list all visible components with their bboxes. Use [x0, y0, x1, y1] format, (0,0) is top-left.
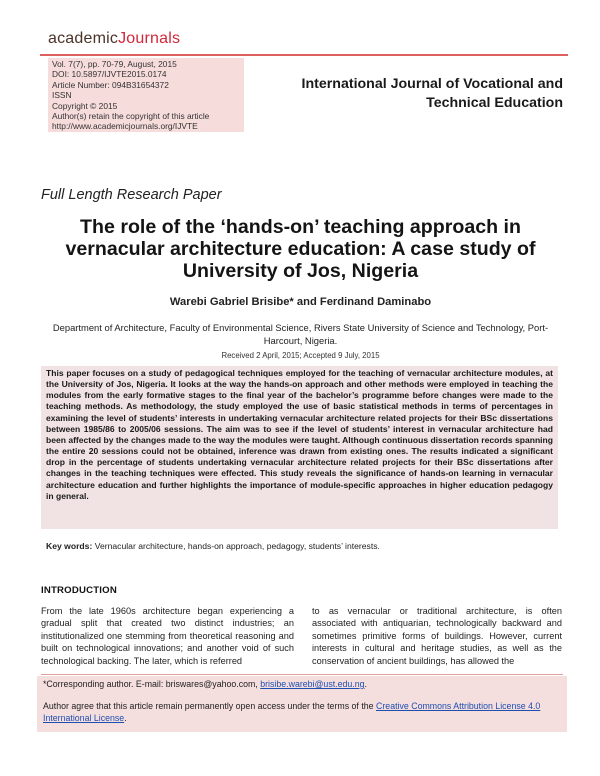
article-meta — [52, 59, 209, 132]
license-link[interactable]: Creative Commons Attribution License 4.0 International License — [43, 701, 541, 723]
affiliation: Department of Architecture, Faculty of Environmental Science, Rivers State University of Science and Technology, Port-Harcourt, Nigeria. — [52, 322, 549, 346]
abstract-text: This paper focuses on a study of pedagogical techniques employed for the teaching of vernacular architecture modules, at the University of Jos, Nigeria. It looks at the way the hands-on approach and other methods were employed in teaching the modules from the early formative stages to the final year of the bachelor’s programme before changes were made to the teaching methods. As methodology, the study employed the use of basic statistical methods in terms of percentages in examining the level of students’ interests in undertaking vernacular architecture related projects for their BSc dissertations between 1985/86 to 2005/06 sessions. The aim was to see if the level of students’ interest in vernacular architecture had been affected by the changes made to the way the modules were taught. Although continuous dissertation records spanning the entire 20 sessions could not be obtained, inference was drawn from existing ones. The results indicated a significant drop in the percentage of students undertaking vernacular architecture related projects for their BSc dissertations after changes in the teaching techniques were effected. This study reveals the significance of hands-on learning in vernacular architecture education and further highlights the importance of module-specific approaches in higher education pedagogy in general. — [46, 368, 553, 501]
keywords-label: Key words: — [46, 541, 93, 551]
footer-divider — [41, 674, 563, 675]
meta-rights: Author(s) retain the copyright of this article — [52, 111, 210, 122]
journal-name: International Journal of Vocational and Technical Education — [301, 76, 563, 111]
keywords-list: Vernacular architecture, hands-on approach, pedagogy, students’ interests. — [94, 541, 380, 551]
paper-title: The role of the ‘hands-on’ teaching approach in vernacular architecture education: A case study of University of Jos, Nigeria — [65, 216, 536, 282]
corresponding-author — [43, 679, 367, 689]
meta-volume: Vol. 7(7), pp. 70-79, August, 2015 — [52, 59, 177, 69]
paper-type-label: Full Length Research Paper — [41, 187, 222, 203]
keywords — [46, 541, 556, 551]
license-end: . — [124, 713, 127, 723]
publisher-logo — [48, 30, 180, 48]
section-heading-introduction: INTRODUCTION — [41, 585, 117, 596]
meta-doi: DOI: 10.5897/IJVTE2015.0174 — [52, 69, 167, 80]
body-column-right: to as vernacular or traditional architecture, is often associated with antiquarian, technologically backward and sometimes primitive forms of buildings. However, current interests in cultural and heritage studies, as well as the conservation of ancient buildings, has allowed the — [312, 606, 562, 666]
header-divider — [40, 54, 568, 56]
email-link[interactable]: brisibe.warebi@ust.edu.ng — [260, 679, 365, 689]
body-column-left: From the late 1960s architecture began experiencing a gradual split that created two distinct industries; an institutionalized one stemming from theoretical reasoning and built on technological innovations; and another void of such technological backing. The later, which is referred — [41, 606, 294, 666]
license-note — [43, 700, 561, 724]
logo-part2: Journals — [118, 30, 181, 47]
authors: Warebi Gabriel Brisibe* and Ferdinand Daminabo — [169, 296, 432, 308]
license-text: Author agree that this article remain permanently open access under the terms of the — [43, 701, 374, 711]
logo-part1: academic — [48, 30, 119, 47]
meta-copyright: Copyright © 2015 — [52, 100, 118, 111]
corresponding-end: . — [364, 679, 367, 689]
received-dates: Received 2 April, 2015; Accepted 9 July, 2015 — [221, 351, 380, 360]
corresponding-text: *Corresponding author. E-mail: briswares@yahoo.com, — [43, 679, 258, 689]
meta-issn: ISSN — [52, 90, 72, 101]
meta-url[interactable]: http://www.academicjournals.org/IJVTE — [52, 121, 198, 132]
meta-article-number: Article Number: 094B31654372 — [52, 79, 169, 90]
